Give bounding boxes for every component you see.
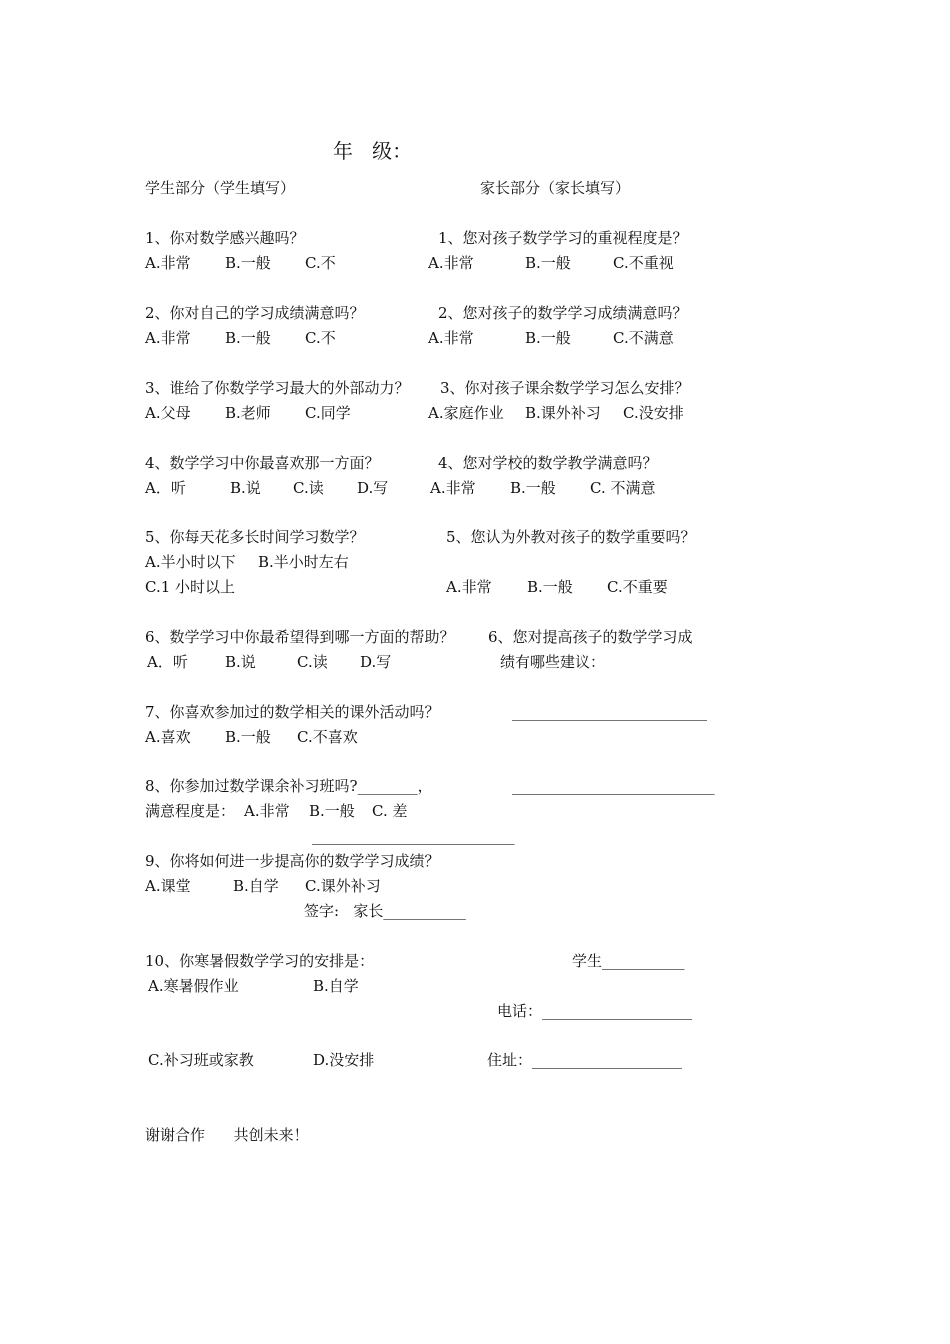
- parent-q5-option-a: A.非常: [446, 578, 492, 596]
- student-q7-option-b: B.一般: [225, 728, 271, 746]
- student-q10-option-d: D.没安排: [313, 1051, 375, 1069]
- parent-q4: 4、您对学校的数学教学满意吗？: [438, 454, 658, 472]
- student-q6-option-a: A．听: [147, 653, 188, 671]
- student-q6-option-c: C.读: [297, 653, 328, 671]
- student-q7-option-a: A.喜欢: [145, 728, 191, 746]
- student-q5: 5、你每天花多长时间学习数学？: [145, 528, 365, 546]
- student-q10: 10、你寒暑假数学学习的安排是：: [145, 952, 375, 970]
- parent-section-header: 家长部分（家长填写）: [480, 179, 631, 197]
- parent-q3-option-c: C.没安排: [623, 404, 684, 422]
- student-signature-field[interactable]: 学生___________: [572, 952, 685, 970]
- student-q6-option-d: D.写: [360, 653, 392, 671]
- parent-q1-option-a: A.非常: [428, 254, 474, 272]
- student-q1-option-a: A.非常: [145, 254, 191, 272]
- student-q3-option-a: A.父母: [145, 404, 191, 422]
- student-q4: 4、数学学习中你最喜欢那一方面？: [145, 454, 380, 472]
- parent-q1-option-b: B.一般: [525, 254, 571, 272]
- student-section-header: 学生部分（学生填写）: [145, 179, 296, 197]
- student-q9-option-c: C.课外补习: [305, 877, 381, 895]
- student-q5-option-a: A.半小时以下: [145, 553, 236, 571]
- parent-q5-option-c: C.不重要: [607, 578, 668, 596]
- parent-q1: 1、您对孩子数学学习的重视程度是？: [438, 229, 688, 247]
- suggestion-blank-1[interactable]: __________________________: [512, 703, 707, 721]
- student-q1: 1、你对数学感兴趣吗？: [145, 229, 305, 247]
- student-q6: 6、数学学习中你最希望得到哪一方面的帮助？: [145, 628, 455, 646]
- student-q8-option-b: B.一般: [309, 802, 355, 820]
- student-q2-option-c: C.不: [305, 329, 336, 347]
- student-q7: 7、你喜欢参加过的数学相关的课外活动吗？: [145, 703, 440, 721]
- student-q9: 9、你将如何进一步提高你的数学学习成绩？: [145, 852, 440, 870]
- parent-q1-option-c: C.不重视: [613, 254, 674, 272]
- parent-q2-option-a: A.非常: [428, 329, 474, 347]
- parent-q3: 3、你对孩子课余数学学习怎么安排？: [440, 379, 690, 397]
- student-q9-option-a: A.课堂: [145, 877, 191, 895]
- parent-q2: 2、您对孩子的数学学习成绩满意吗？: [438, 304, 688, 322]
- student-q9-option-b: B.自学: [233, 877, 279, 895]
- student-q2-option-b: B.一般: [225, 329, 271, 347]
- parent-q3-option-a: A.家庭作业: [428, 404, 504, 422]
- parent-q4-option-a: A.非常: [430, 479, 476, 497]
- student-q8-option-c: C. 差: [372, 802, 408, 820]
- student-q2-option-a: A.非常: [145, 329, 191, 347]
- student-q3-option-b: B.老师: [225, 404, 271, 422]
- student-q3: 3、谁给了你数学学习最大的外部动力？: [145, 379, 410, 397]
- student-q4-option-b: B.说: [230, 479, 261, 497]
- student-q7-option-c: C.不喜欢: [297, 728, 358, 746]
- student-q2: 2、你对自己的学习成绩满意吗？: [145, 304, 365, 322]
- student-q1-option-b: B.一般: [225, 254, 271, 272]
- student-q10-option-c: C.补习班或家教: [148, 1051, 254, 1069]
- grade-title: 年 级：: [333, 139, 413, 163]
- student-q1-option-c: C.不: [305, 254, 336, 272]
- student-q10-option-a: A.寒暑假作业: [148, 977, 239, 995]
- student-q8: 8、你参加过数学课余补习班吗?________，: [145, 777, 433, 795]
- student-q10-option-b: B.自学: [313, 977, 359, 995]
- parent-q2-option-c: C.不满意: [613, 329, 674, 347]
- parent-q3-option-b: B.课外补习: [525, 404, 601, 422]
- student-q8-satisfaction-label: 满意程度是：: [145, 802, 236, 820]
- student-q4-option-a: A．听: [145, 479, 186, 497]
- student-q3-option-c: C.同学: [305, 404, 351, 422]
- student-q5-option-c: C.1 小时以上: [145, 578, 236, 596]
- parent-q4-option-b: B.一般: [510, 479, 556, 497]
- student-q6-option-b: B.说: [225, 653, 256, 671]
- parent-q5-option-b: B.一般: [527, 578, 573, 596]
- parent-signature-field[interactable]: 签字: 家长___________: [304, 902, 466, 920]
- student-q4-option-d: D.写: [357, 479, 389, 497]
- student-q5-option-b: B.半小时左右: [258, 553, 349, 571]
- parent-q5: 5、您认为外教对孩子的数学重要吗？: [446, 528, 696, 546]
- parent-q2-option-b: B.一般: [525, 329, 571, 347]
- student-q8-option-a: A.非常: [244, 802, 290, 820]
- suggestion-blank-3[interactable]: ___________________________: [312, 827, 515, 845]
- student-q4-option-c: C.读: [293, 479, 324, 497]
- suggestion-blank-2[interactable]: ___________________________: [512, 777, 715, 795]
- parent-q6-line2: 绩有哪些建议：: [500, 653, 606, 671]
- address-field[interactable]: 住址：____________________: [487, 1051, 683, 1069]
- parent-q6-line1: 6、您对提高孩子的数学学习成: [488, 628, 693, 646]
- closing-remark: 谢谢合作 共创未来！: [145, 1126, 309, 1144]
- parent-q4-option-c: C. 不满意: [590, 479, 656, 497]
- phone-field[interactable]: 电话：____________________: [497, 1002, 693, 1020]
